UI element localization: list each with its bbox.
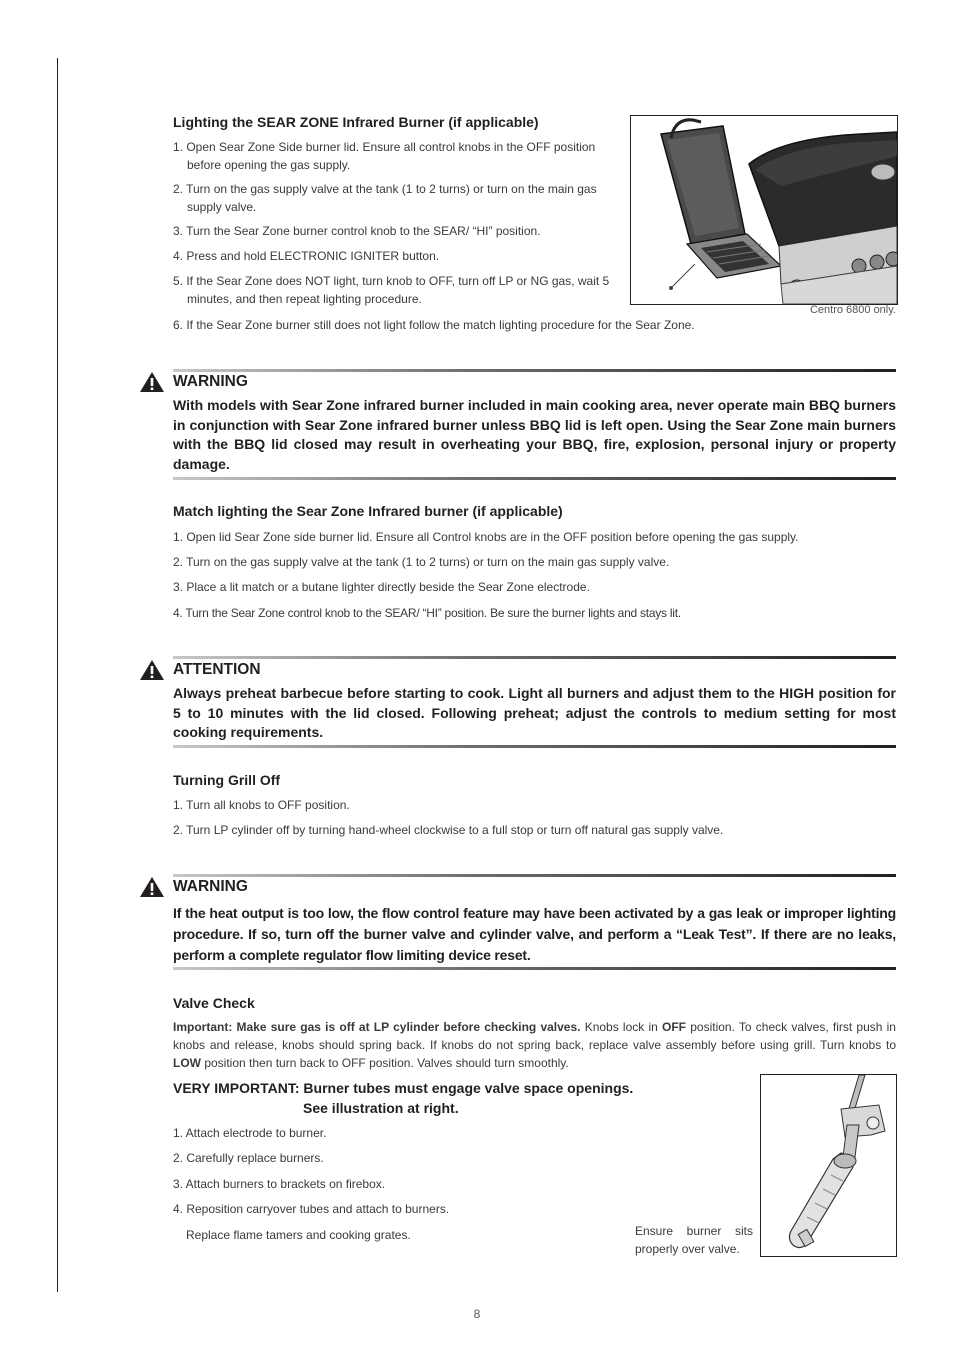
valve-text-b: position. To check valves, first push in knobs and release, knobs should spring back. If knobs do not spring back, replace valve assembly before using grill. Turn knobs to — [173, 1020, 896, 1052]
match-lighting-heading: Match lighting the Sear Zone Infrared burner (if applicable) — [173, 503, 563, 519]
warning1-title: WARNING — [173, 373, 248, 390]
sear-step-6: 6. If the Sear Zone burner still does not light follow the match lighting procedure for the Sear Zone. — [173, 318, 695, 332]
sear-step-4: 4. Press and hold ELECTRONIC IGNITER button. — [173, 249, 440, 263]
grill-caption: Centro 6800 only. — [809, 304, 896, 316]
attention-bottom-rule — [173, 745, 896, 748]
sear-zone-steps — [173, 138, 619, 308]
valve-text-c: position then turn back to OFF position. Valves should turn smoothly. — [201, 1056, 569, 1070]
warning2-top-rule — [173, 874, 896, 877]
turning-off-heading: Turning Grill Off — [173, 772, 281, 788]
match-step-1: 1. Open lid Sear Zone side burner lid. Ensure all Control knobs are in the OFF position before opening the gas supply. — [173, 530, 799, 544]
valve-step-5: Replace flame tamers and cooking grates. — [186, 1228, 411, 1242]
page-number: 8 — [473, 1307, 481, 1321]
attention-triangle-icon — [139, 659, 165, 681]
off-bold: OFF — [662, 1020, 687, 1034]
warning1-bottom-rule — [173, 477, 896, 480]
valve-step-4: 4. Reposition carryover tubes and attach to burners. — [173, 1202, 450, 1216]
very-important-line1: VERY IMPORTANT: Burner tubes must engage valve space openings. — [173, 1080, 634, 1096]
turning-off-step-1: 1. Turn all knobs to OFF position. — [173, 798, 350, 812]
warning1-top-rule — [173, 369, 896, 372]
match-step-2: 2. Turn on the gas supply valve at the tank (1 to 2 turns) or turn on the main gas supply valve. — [173, 555, 670, 569]
valve-step-1: 1. Attach electrode to burner. — [173, 1126, 327, 1140]
burner-valve-drawing — [761, 1075, 896, 1256]
burner-valve-illustration — [760, 1074, 897, 1257]
sear-step-5: 5. If the Sear Zone does NOT light, turn knob to OFF, turn off LP or NG gas, wait 5 minutes, and then repeat lighting procedure. — [173, 274, 610, 306]
warning1-body: With models with Sear Zone infrared burner included in main cooking area, never operate main BBQ burners in conjunction with Sear Zone infrared burner unless BBQ lid is left open. Using the Sear Zone main burners with the BBQ lid closed may result in overheating your BBQ, fire, explosion, personal injury or property damage. — [173, 397, 896, 472]
attention-body: Always preheat barbecue before starting to cook. Light all burners and adjust them to the HIGH position for 5 to 10 minutes with the lid closed. Following preheat; adjust the controls to medium setting for most cooking requirements. — [173, 685, 896, 740]
match-step-3: 3. Place a lit match or a butane lighter directly beside the Sear Zone electrode. — [173, 580, 590, 594]
turning-off-step-2: 2. Turn LP cylinder off by turning hand-wheel clockwise to a full stop or turn off natural gas supply valve. — [173, 823, 724, 837]
important-note: Important: Make sure gas is off at LP cylinder before checking valves. — [173, 1020, 581, 1034]
warning2-triangle-icon — [139, 876, 165, 898]
warning2-body: If the heat output is too low, the flow control feature may have been activated by a gas leak or improper lighting procedure. If so, turn off the burner valve and cylinder valve, and perform a “Leak Test”. If there are no leaks, perform a complete regulator flow limiting device reset. — [173, 905, 896, 963]
valve-caption: Ensure burner sits properly over valve. — [635, 1224, 753, 1256]
warning2-title: WARNING — [173, 878, 248, 895]
grill-illustration — [630, 115, 898, 305]
match-step-4: 4. Turn the Sear Zone control knob to the SEAR/ “HI” position. Be sure the burner lights and stays lit. — [173, 606, 681, 620]
valve-check-paragraph — [173, 1018, 896, 1072]
attention-title: ATTENTION — [173, 661, 261, 678]
sear-step-3: 3. Turn the Sear Zone burner control knob to the SEAR/ “HI” position. — [173, 224, 541, 238]
attention-top-rule — [173, 656, 896, 659]
sear-zone-heading: Lighting the SEAR ZONE Infrared Burner (if applicable) — [173, 114, 539, 130]
valve-text-a: Knobs lock in — [580, 1020, 663, 1034]
warning-triangle-icon — [139, 371, 165, 393]
grill-drawing — [631, 116, 897, 304]
margin-rule — [57, 58, 58, 1292]
valve-step-3: 3. Attach burners to brackets on firebox. — [173, 1177, 386, 1191]
valve-step-2: 2. Carefully replace burners. — [173, 1151, 324, 1165]
sear-step-2: 2. Turn on the gas supply valve at the tank (1 to 2 turns) or turn on the main gas supply valve. — [173, 182, 597, 214]
very-important-line2: See illustration at right. — [303, 1100, 459, 1116]
warning2-bottom-rule — [173, 967, 896, 970]
low-bold: LOW — [173, 1056, 201, 1070]
sear-step-1: 1. Open Sear Zone Side burner lid. Ensure all control knobs in the OFF position before opening the gas supply. — [173, 140, 596, 172]
valve-check-heading: Valve Check — [173, 995, 255, 1011]
